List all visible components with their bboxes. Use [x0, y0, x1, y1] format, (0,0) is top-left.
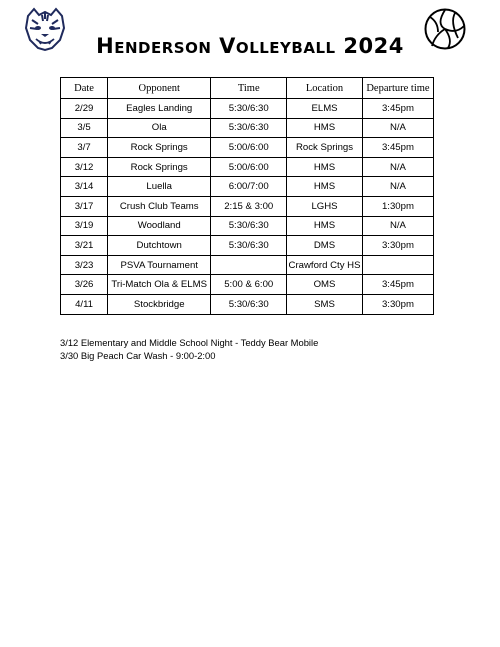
table-row [61, 157, 434, 177]
location-cell: SMS [287, 294, 363, 314]
date-cell: 4/11 [61, 294, 108, 314]
departure-cell: 1:30pm [362, 196, 433, 216]
opponent-cell: Stockbridge [108, 294, 211, 314]
table-row [61, 138, 434, 158]
table-row [61, 255, 434, 275]
time-cell: 5:00 & 6:00 [211, 275, 287, 295]
departure-cell: 3:30pm [362, 236, 433, 256]
opponent-cell: Woodland [108, 216, 211, 236]
opponent-cell: Ola [108, 118, 211, 138]
location-cell: HMS [287, 177, 363, 197]
departure-cell: N/A [362, 177, 433, 197]
location-cell: HMS [287, 118, 363, 138]
column-header-location: Location [287, 78, 363, 99]
opponent-cell: Luella [108, 177, 211, 197]
opponent-cell: Crush Club Teams [108, 196, 211, 216]
time-cell: 5:00/6:00 [211, 138, 287, 158]
time-cell: 5:30/6:30 [211, 236, 287, 256]
departure-cell: 3:30pm [362, 294, 433, 314]
schedule-table [60, 77, 434, 315]
table-row [61, 118, 434, 138]
departure-cell: 3:45pm [362, 99, 433, 119]
date-cell: 3/14 [61, 177, 108, 197]
note-line: 3/30 Big Peach Car Wash - 9:00-2:00 [60, 350, 216, 361]
opponent-cell: Tri-Match Ola & ELMS [108, 275, 211, 295]
opponent-cell: Dutchtown [108, 236, 211, 256]
opponent-cell: Eagles Landing [108, 99, 211, 119]
opponent-cell: PSVA Tournament [108, 255, 211, 275]
date-cell: 3/23 [61, 255, 108, 275]
departure-cell: 3:45pm [362, 138, 433, 158]
table-row [61, 236, 434, 256]
time-cell: 5:30/6:30 [211, 118, 287, 138]
event-notes [60, 336, 318, 362]
time-cell: 6:00/7:00 [211, 177, 287, 197]
date-cell: 3/7 [61, 138, 108, 158]
date-cell: 3/21 [61, 236, 108, 256]
departure-cell [362, 255, 433, 275]
departure-cell: N/A [362, 216, 433, 236]
page-title: Henderson Volleyball 2024 [96, 34, 404, 58]
time-cell: 2:15 & 3:00 [211, 196, 287, 216]
location-cell: HMS [287, 216, 363, 236]
table-row [61, 177, 434, 197]
column-header-date: Date [61, 78, 108, 99]
date-cell: 3/26 [61, 275, 108, 295]
table-row [61, 294, 434, 314]
date-cell: 3/17 [61, 196, 108, 216]
time-cell: 5:00/6:00 [211, 157, 287, 177]
column-header-time: Time [211, 78, 287, 99]
note-line: 3/12 Elementary and Middle School Night - Teddy Bear Mobile [60, 337, 319, 348]
location-cell: HMS [287, 157, 363, 177]
location-cell: Rock Springs [287, 138, 363, 158]
table-header-row [61, 78, 434, 99]
date-cell: 3/5 [61, 118, 108, 138]
location-cell: LGHS [287, 196, 363, 216]
location-cell: Crawford Cty HS [287, 255, 363, 275]
date-cell: 3/12 [61, 157, 108, 177]
table-row [61, 216, 434, 236]
column-header-departure-time: Departure time [362, 78, 433, 99]
opponent-cell: Rock Springs [108, 138, 211, 158]
table-row [61, 275, 434, 295]
column-header-opponent: Opponent [108, 78, 211, 99]
date-cell: 3/19 [61, 216, 108, 236]
location-cell: ELMS [287, 99, 363, 119]
departure-cell: N/A [362, 157, 433, 177]
date-cell: 2/29 [61, 99, 108, 119]
location-cell: DMS [287, 236, 363, 256]
departure-cell: N/A [362, 118, 433, 138]
opponent-cell: Rock Springs [108, 157, 211, 177]
time-cell: 5:30/6:30 [211, 294, 287, 314]
departure-cell: 3:45pm [362, 275, 433, 295]
time-cell: 5:30/6:30 [211, 99, 287, 119]
table-row [61, 99, 434, 119]
time-cell: 5:30/6:30 [211, 216, 287, 236]
location-cell: OMS [287, 275, 363, 295]
time-cell [211, 255, 287, 275]
table-row [61, 196, 434, 216]
